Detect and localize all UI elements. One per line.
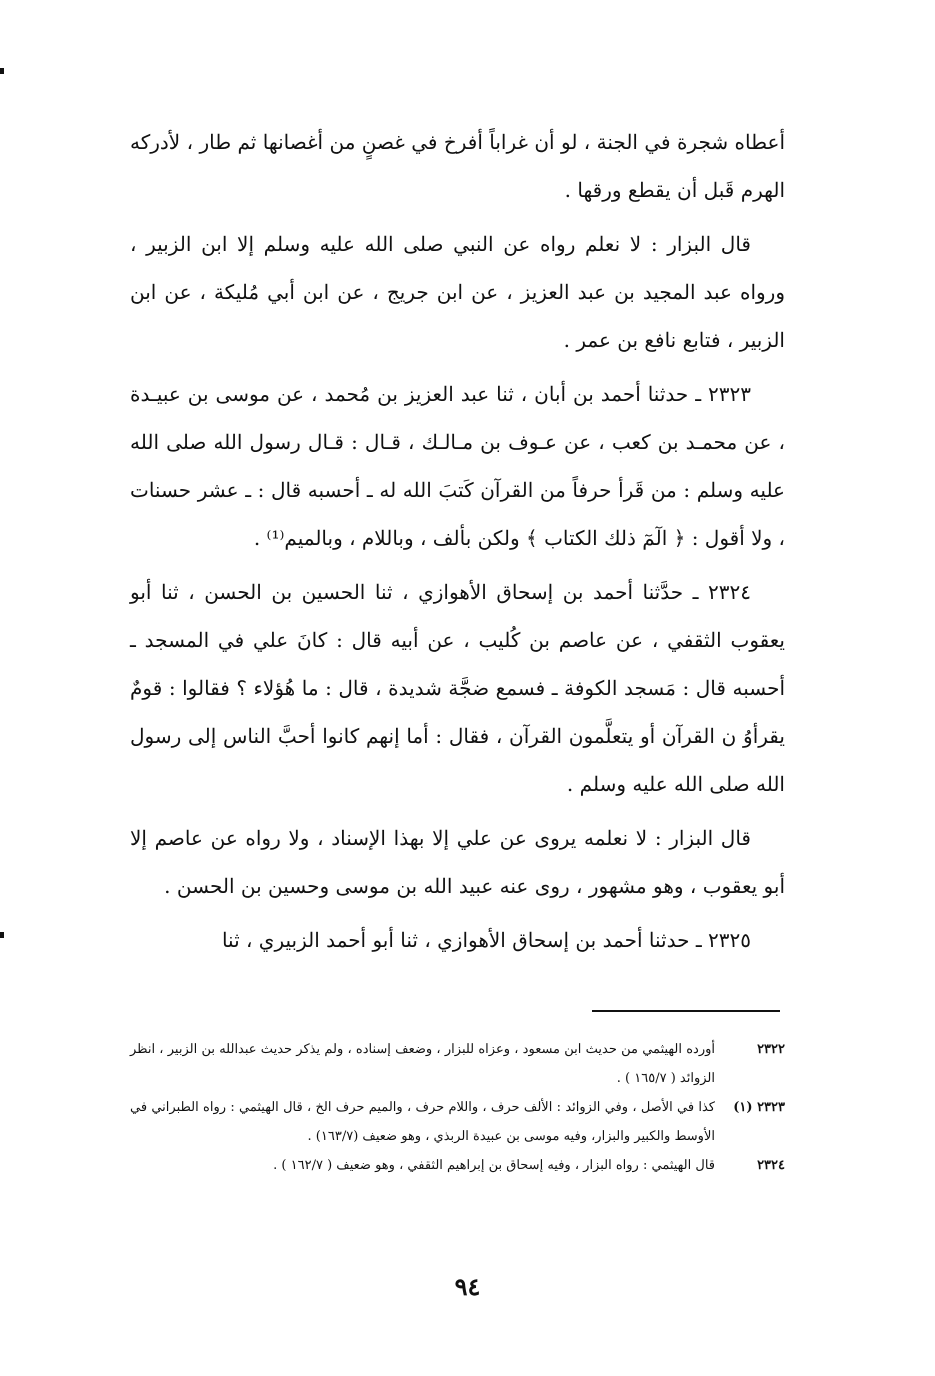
footnote-number: ٢٣٢٣ (١) xyxy=(733,1100,785,1115)
margin-mark-top xyxy=(0,68,4,74)
paragraph: ٢٣٢٥ ـ حدثنا أحمد بن إسحاق الأهوازي ، ثنا أبو أحمد الزبيري ، ثنا xyxy=(221,928,751,952)
page-number: ٩٤ xyxy=(454,1272,481,1301)
footnote xyxy=(130,1035,785,1093)
footnote xyxy=(130,1151,785,1180)
paragraph: أعطاه شجرة في الجنة ، لو أن غراباً أفرخ في غصنٍ من أغصانها ثم طار ، لأدركه الهرم قَبل أن يقطع ورقها . xyxy=(130,130,785,202)
main-text xyxy=(130,118,785,970)
footnote-text: قال الهيثمي : رواه البزار ، وفيه إسحاق بن إبراهيم الثقفي ، وهو ضعيف ( ١٦٢/٧ ) . xyxy=(273,1158,715,1173)
footnote-divider xyxy=(592,1010,780,1012)
paragraph: ٢٣٢٤ ـ حدَّثنا أحمد بن إسحاق الأهوازي ، ثنا الحسين بن الحسن ، ثنا أبو يعقوب الثقفي ، عن عاصم بن كُليب ، عن أبيه قال : كانَ علي في المسجد ـ أحسبه قال : مَسجد الكوفة ـ فسمع ضجَّة شديدة ، قال : ما هُؤلاء ؟ فقالوا : قومٌ يقرأوُ ن القرآن أو يتعلَّمون القرآن ، فقال : أما إنهم كانوا أحبَّ الناس إلى رسول الله صلى الله عليه وسلم . xyxy=(130,580,785,796)
margin-mark-bottom xyxy=(0,932,4,938)
footnote-number: ٢٣٢٢ xyxy=(757,1042,785,1057)
paragraph: قال البزار : لا نعلمه يروى عن علي إلا بهذا الإسناد ، ولا رواه عن عاصم إلا أبو يعقوب ، وهو مشهور ، روى عنه عبيد الله بن موسى وحسين بن الحسن . xyxy=(130,826,785,898)
footnote-text: أورده الهيثمي من حديث ابن مسعود ، وعزاه للبزار ، وضعف إسناده ، ولم يذكر حديث عبدالله بن الزبير ، انظر الزوائد ( ١٦٥/٧ ) . xyxy=(130,1042,715,1086)
footnote-number: ٢٣٢٤ xyxy=(757,1158,785,1173)
footnote xyxy=(130,1093,785,1151)
footnote-text: كذا في الأصل ، وفي الزوائد : الألف حرف ، واللام حرف ، والميم حرف الخ ، قال الهيثمي : رواه الطبراني في الأوسط والكبير والبزار، وفيه موسى بن عبيدة الربذي ، وهو ضعيف (١٦٣/٧) . xyxy=(130,1100,715,1144)
paragraph: قال البزار : لا نعلم رواه عن النبي صلى الله عليه وسلم إلا ابن الزبير ، ورواه عبد المجيد بن عبد العزيز ، عن ابن جريج ، عن ابن أبي مُليكة ، عن ابن الزبير ، فتابع نافع بن عمر . xyxy=(130,232,785,352)
paragraph: ٢٣٢٣ ـ حدثنا أحمد بن أبان ، ثنا عبد العزيز بن مُحمد ، عن موسى بن عبيـدة ، عن محمـد بن كعب ، عن عـوف بن مـالـك ، قـال : قـال رسول الله صلى الله عليه وسلم : من قَرأ حرفاً من القرآن كَتبَ الله له ـ أحسبه قال : ـ عشر حسنات ، ولا أقول : ﴿ الٓمٓ ذلك الكتاب ﴾ ولكن بألف ، وباللام ، وبالميم⁽¹⁾ . xyxy=(130,382,785,550)
footnotes xyxy=(130,1035,785,1180)
